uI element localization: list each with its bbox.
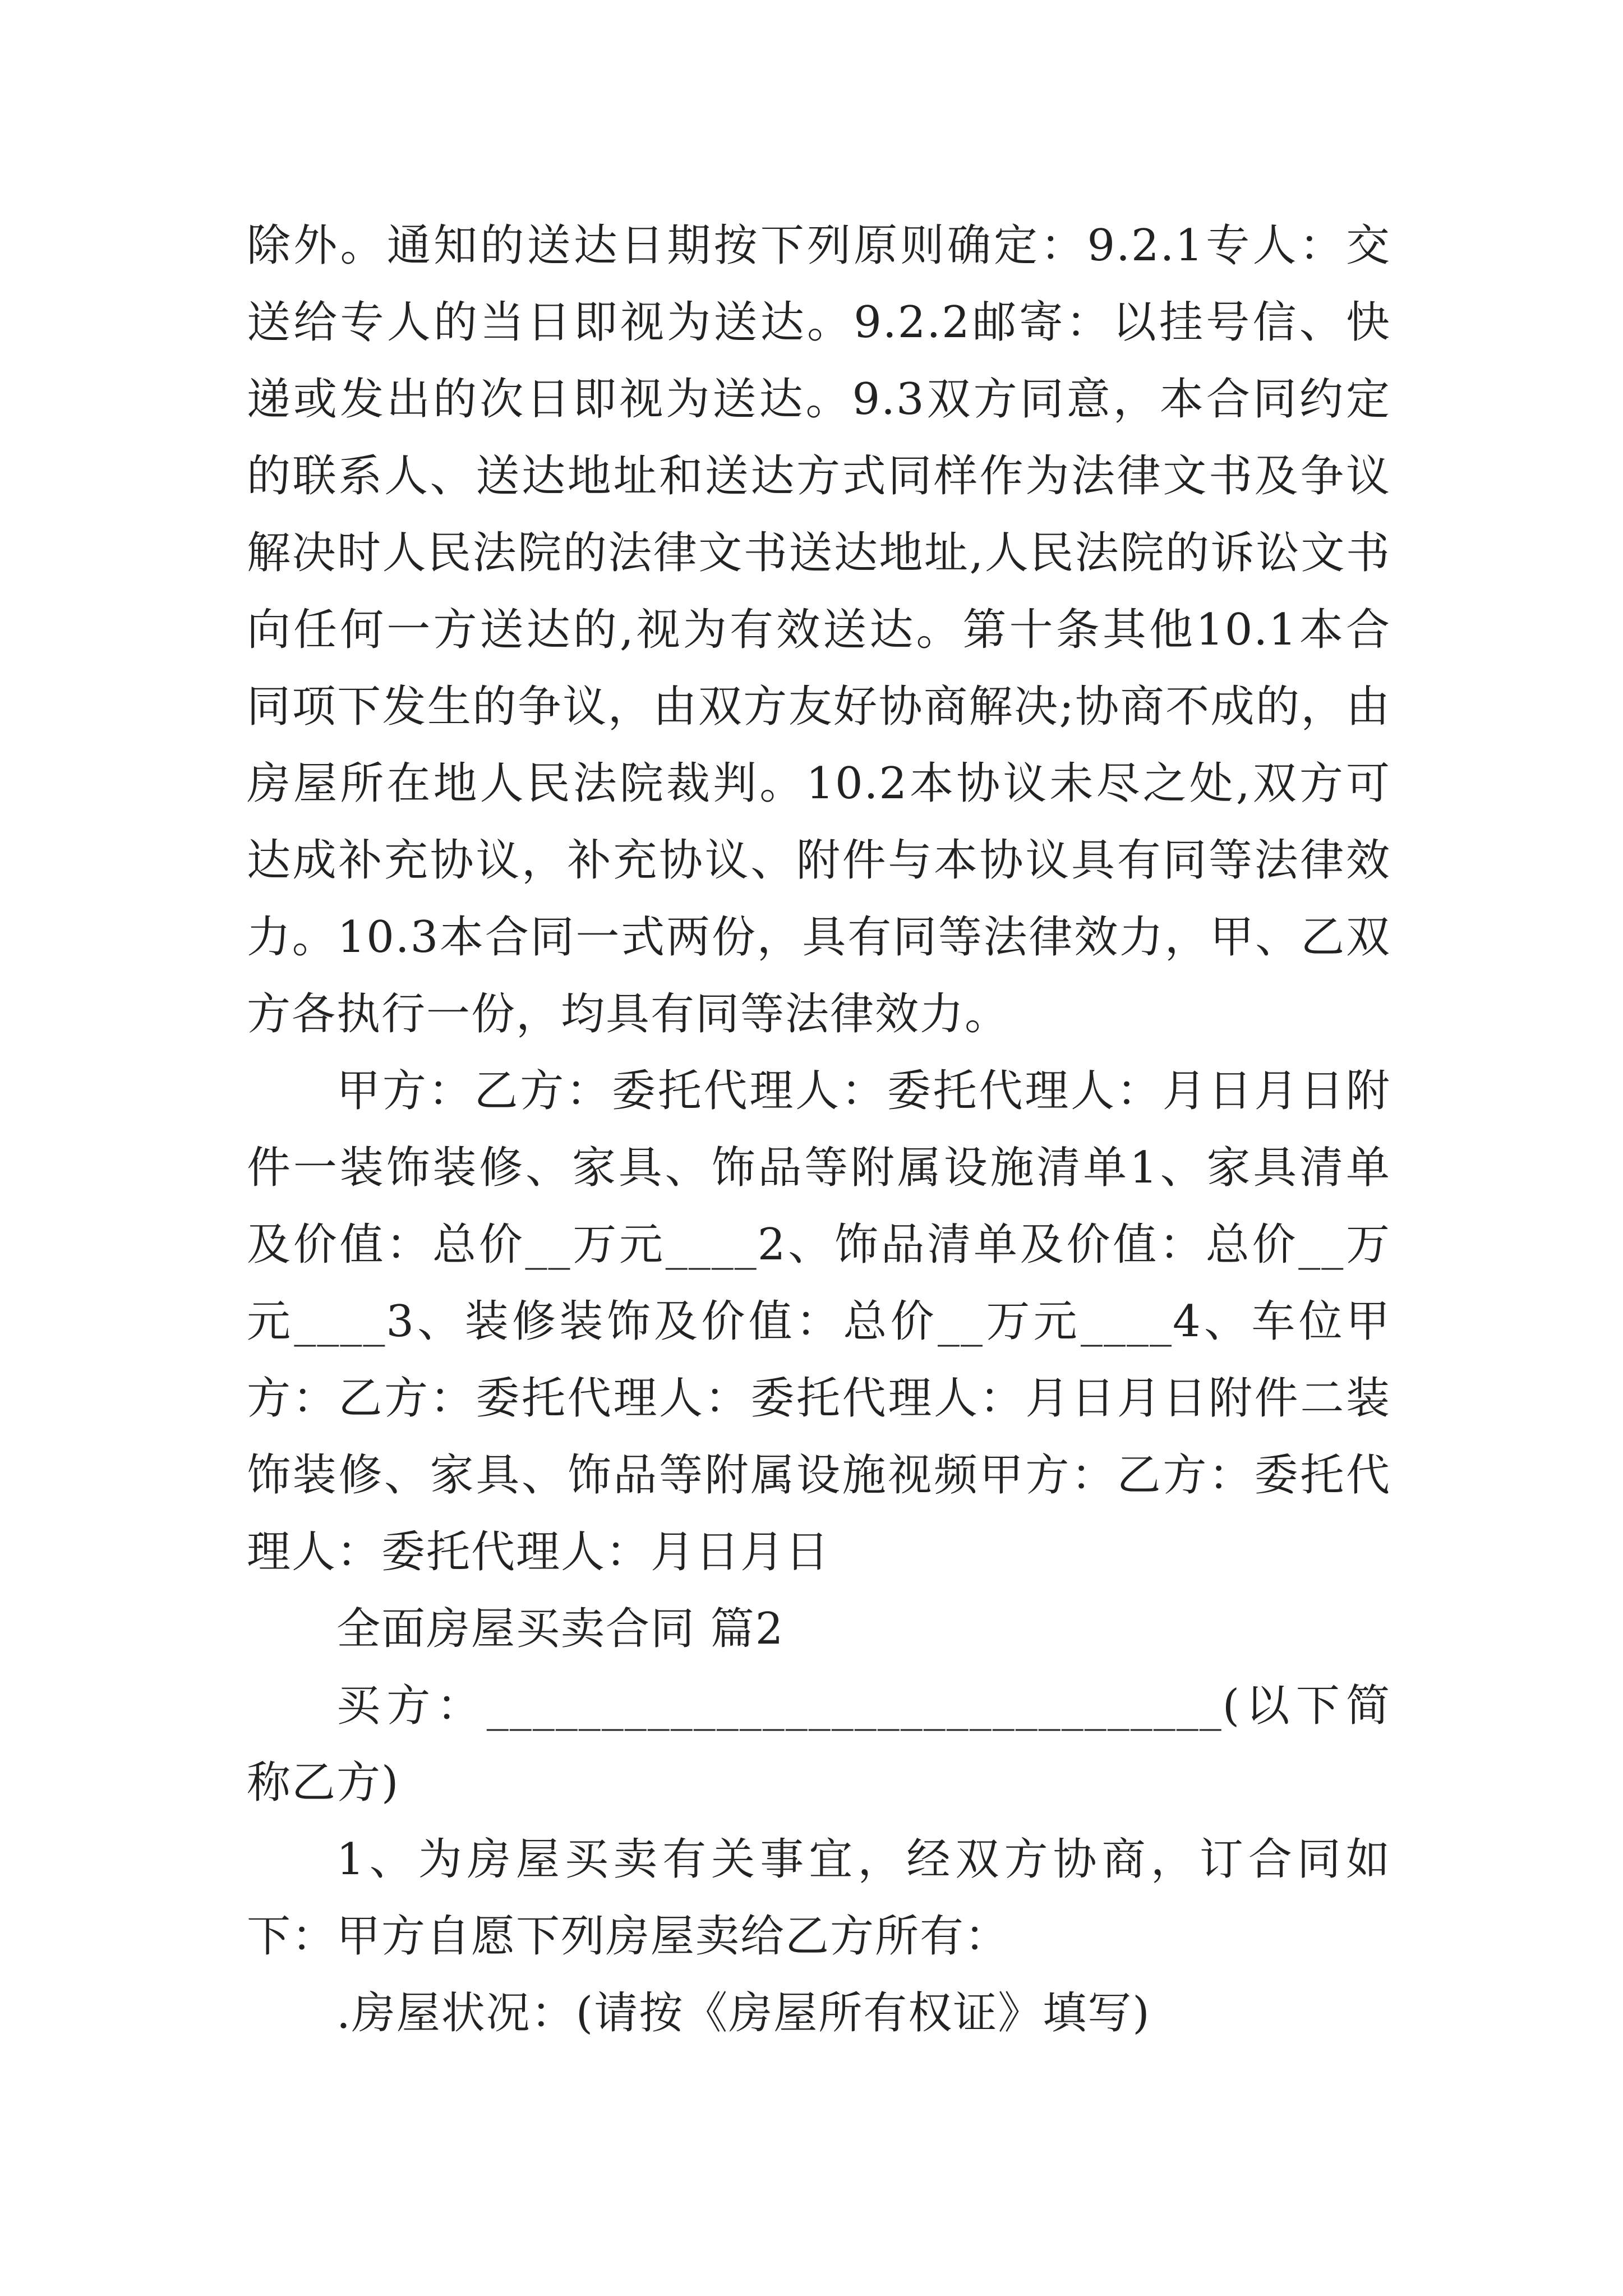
document-body xyxy=(247,208,1391,2052)
paragraph-clause-1: 1、为房屋买卖有关事宜，经双方协商，订合同如下：甲方自愿下列房屋卖给乙方所有： xyxy=(247,1834,1391,1962)
section-heading: 全面房屋买卖合同 篇2 xyxy=(336,1604,785,1654)
paragraph-buyer: 买方：________________________________(以下简称乙方) xyxy=(247,1681,1391,1808)
paragraph-house-status: .房屋状况：(请按《房屋所有权证》填写) xyxy=(336,1988,1151,2039)
paragraph-signatures-attachment: 甲方：乙方：委托代理人：委托代理人：月日月日附件一装饰装修、家具、饰品等附属设施清单1、家具清单及价值：总价__万元____2、饰品清单及价值：总价__万元____3、装修装饰及价值：总价__万元____4、车位甲方：乙方：委托代理人：委托代理人：月日月日附件二装饰装修、家具、饰品等附属设施视频甲方：乙方：委托代理人：委托代理人：月日月日 xyxy=(247,1066,1391,1577)
paragraph-notice-delivery: 除外。通知的送达日期按下列原则确定：9.2.1专人：交送给专人的当日即视为送达。9.2.2邮寄：以挂号信、快递或发出的次日即视为送达。9.3双方同意，本合同约定的联系人、送达地址和送达方式同样作为法律文书及争议解决时人民法院的法律文书送达地址,人民法院的诉讼文书向任何一方送达的,视为有效送达。第十条其他10.1本合同项下发生的争议，由双方友好协商解决;协商不成的，由房屋所在地人民法院裁判。10.2本协议未尽之处,双方可达成补充协议，补充协议、附件与本协议具有同等法律效力。10.3本合同一式两份，具有同等法律效力，甲、乙双方各执行一份，均具有同等法律效力。 xyxy=(247,220,1391,1039)
